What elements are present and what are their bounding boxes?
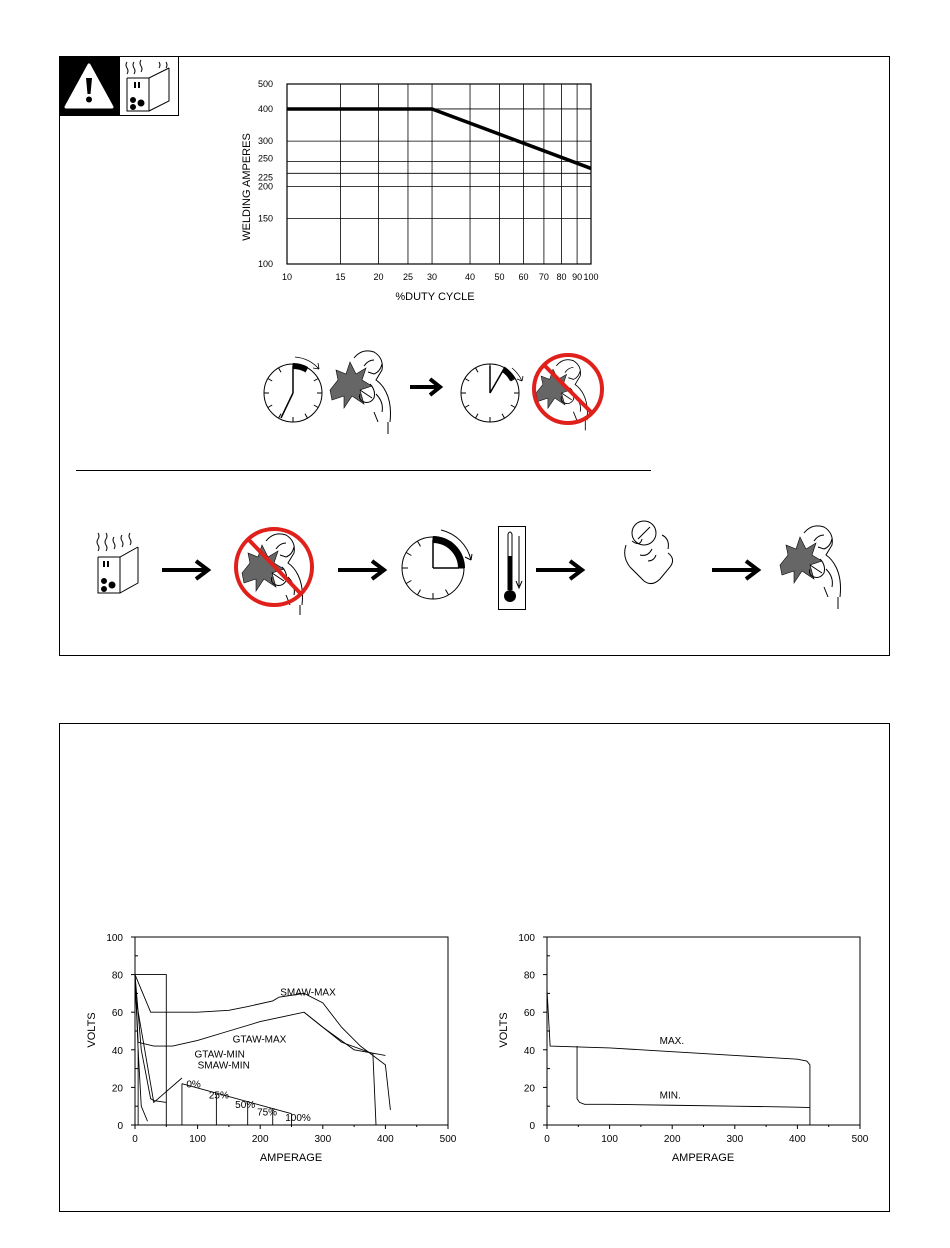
arrow-right-icon <box>712 561 758 579</box>
y-tick-label: 250 <box>257 153 273 164</box>
y-tick-label: 400 <box>257 103 273 114</box>
warning-badge <box>59 56 179 116</box>
arrow-right-icon <box>338 561 384 579</box>
welder-icon <box>780 526 841 609</box>
curve-label: SMAW-MAX <box>280 987 336 999</box>
x-tick-label: 80 <box>556 272 567 282</box>
y-tick-label: 100 <box>518 933 535 944</box>
y-tick-label: 225 <box>257 172 273 183</box>
x-tick-label: 200 <box>663 1134 681 1145</box>
curve-label: SMAW-MIN <box>197 1060 250 1072</box>
thermometer-falling-icon <box>499 527 526 610</box>
duty-cycle-xlabel: %DUTY CYCLE <box>395 291 475 303</box>
volt-amp-left-ylabel: VOLTS <box>86 1012 98 1048</box>
y-tick-label: 500 <box>257 79 273 89</box>
duty-cycle-chart <box>230 72 610 312</box>
welder-icon <box>330 351 391 434</box>
curve-label: GTAW-MIN <box>194 1049 245 1061</box>
arrow-right-icon <box>410 379 440 395</box>
x-tick-label: 15 <box>335 272 346 282</box>
series-line <box>577 1046 810 1107</box>
x-tick-label: 30 <box>427 272 438 282</box>
curve-label: 0% <box>186 1079 201 1091</box>
y-tick-label: 40 <box>111 1045 123 1057</box>
x-tick-label: 0 <box>132 1134 138 1145</box>
x-tick-label: 60 <box>518 272 529 282</box>
y-tick-label: 60 <box>111 1008 123 1020</box>
x-tick-label: 300 <box>726 1134 744 1145</box>
range-line <box>135 975 166 1125</box>
curve-label: MIN. <box>659 1090 681 1102</box>
clock-timer-icon <box>264 357 322 422</box>
overheated-welder-icon <box>97 533 138 593</box>
x-tick-label: 40 <box>465 272 476 282</box>
x-tick-label: 300 <box>314 1134 332 1145</box>
chart-frame <box>547 937 860 1125</box>
y-tick-label: 20 <box>111 1083 123 1095</box>
x-tick-label: 200 <box>251 1134 269 1145</box>
x-tick-label: 400 <box>377 1134 394 1145</box>
volt-amp-right-ylabel: VOLTS <box>498 1012 510 1048</box>
y-tick-label: 80 <box>111 970 123 982</box>
x-tick-label: 100 <box>583 272 599 282</box>
curve-label: 100% <box>285 1113 311 1125</box>
y-tick-label: 40 <box>523 1045 535 1057</box>
curve-label: GTAW-MAX <box>232 1034 287 1046</box>
no-welding-icon <box>236 529 312 615</box>
x-tick-label: 100 <box>601 1134 618 1145</box>
curve-label: 75% <box>257 1107 278 1119</box>
duty-cycle-series-line <box>287 109 591 168</box>
curve-label: MAX. <box>659 1036 685 1048</box>
x-tick-label: 20 <box>373 272 384 282</box>
x-tick-label: 100 <box>189 1134 206 1145</box>
x-tick-label: 25 <box>402 272 413 282</box>
arrow-right-icon <box>536 561 582 579</box>
x-tick-label: 500 <box>439 1134 457 1145</box>
x-tick-label: 0 <box>544 1134 550 1145</box>
duty-cycle-illustration <box>255 345 615 435</box>
y-tick-label: 0 <box>117 1121 123 1132</box>
clock-timer-icon <box>461 364 523 422</box>
y-tick-label: 100 <box>257 259 273 269</box>
y-tick-label: 0 <box>529 1121 535 1132</box>
volt-amp-left-xlabel: AMPERAGE <box>259 1152 323 1164</box>
overheat-procedure <box>90 515 870 615</box>
x-tick-label: 10 <box>281 272 293 282</box>
y-tick-label: 200 <box>257 181 273 192</box>
duty-cycle-ylabel: WELDING AMPERES <box>241 133 253 241</box>
range-line <box>304 1012 376 1125</box>
hand-reset-icon <box>625 521 673 584</box>
x-tick-label: 70 <box>538 272 549 282</box>
no-welding-icon <box>534 355 602 430</box>
y-tick-label: 300 <box>257 136 273 147</box>
volt-amp-chart-right <box>492 925 892 1175</box>
curve-label: 50% <box>235 1100 256 1112</box>
volt-amp-right-xlabel: AMPERAGE <box>671 1152 735 1164</box>
curve-label: 25% <box>208 1090 229 1102</box>
section-divider <box>76 470 651 471</box>
arrow-right-icon <box>162 561 208 579</box>
x-tick-label: 500 <box>851 1134 869 1145</box>
y-tick-label: 20 <box>523 1083 535 1095</box>
y-tick-label: 60 <box>523 1008 535 1020</box>
y-tick-label: 80 <box>523 970 535 982</box>
x-tick-label: 90 <box>572 272 583 282</box>
volt-amp-chart-left <box>80 925 480 1175</box>
x-tick-label: 50 <box>494 272 505 282</box>
x-tick-label: 400 <box>789 1134 806 1145</box>
y-tick-label: 100 <box>106 933 123 944</box>
clock-timer-icon <box>402 530 472 599</box>
y-tick-label: 150 <box>257 213 273 224</box>
range-line <box>135 993 182 1102</box>
